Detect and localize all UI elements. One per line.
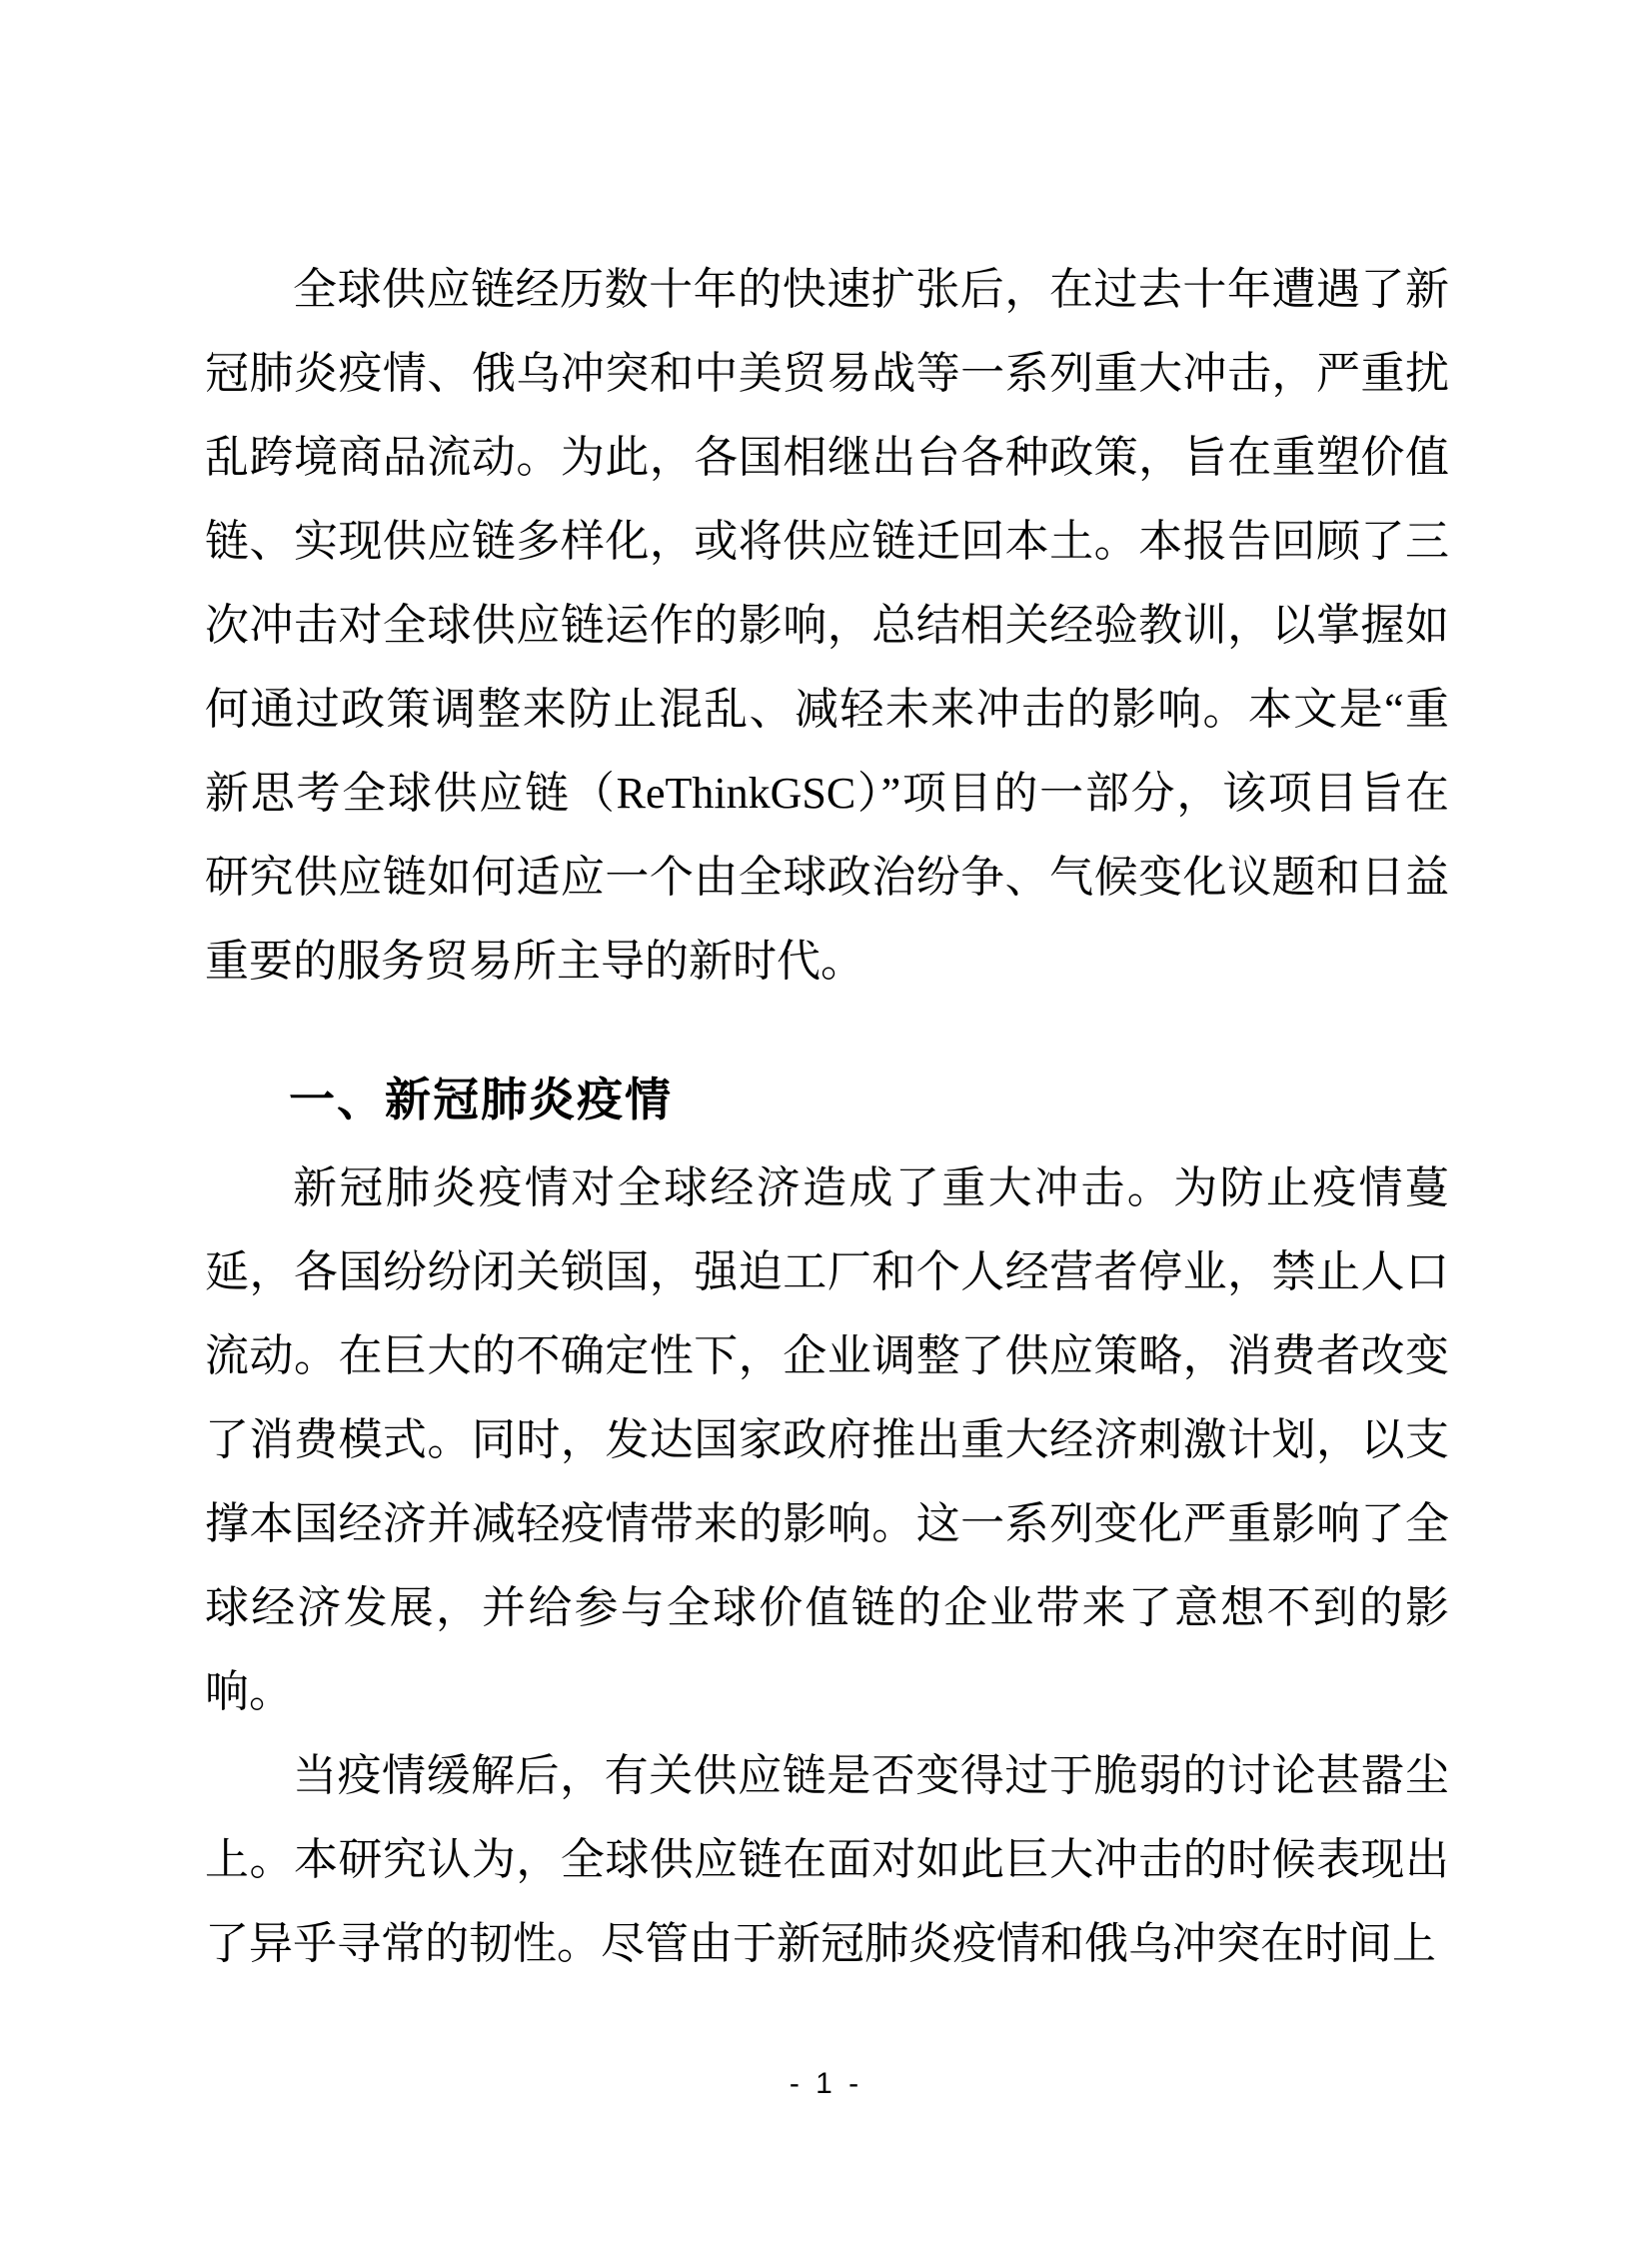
page-footer [0, 2067, 1652, 2101]
page-number: - 1 - [789, 2067, 863, 2100]
intro-paragraph: 全球供应链经历数十年的快速扩张后，在过去十年遭遇了新冠肺炎疫情、俄乌冲突和中美贸易战等一系列重大冲击，严重扰乱跨境商品流动。为此，各国相继出台各种政策，旨在重塑价值链、实现供应链多样化，或将供应链迁回本土。本报告回顾了三次冲击对全球供应链运作的影响，总结相关经验教训，以掌握如何通过政策调整来防止混乱、减轻未来冲击的影响。本文是“重新思考全球供应链（ReThinkGSC）”项目的一部分，该项目旨在研究供应链如何适应一个由全球政治纷争、气候变化议题和日益重要的服务贸易所主导的新时代。 [205, 265, 1449, 986]
section-paragraph-2: 当疫情缓解后，有关供应链是否变得过于脆弱的讨论甚嚣尘上。本研究认为，全球供应链在面对如此巨大冲击的时候表现出了异乎寻常的韧性。尽管由于新冠肺炎疫情和俄乌冲突在时间上 [205, 1751, 1449, 1968]
section-paragraph-1: 新冠肺炎疫情对全球经济造成了重大冲击。为防止疫情蔓延，各国纷纷闭关锁国，强迫工厂和个人经营者停业，禁止人口流动。在巨大的不确定性下，企业调整了供应策略，消费者改变了消费模式。同时，发达国家政府推出重大经济刺激计划，以支撑本国经济并减轻疫情带来的影响。这一系列变化严重影响了全球经济发展，并给参与全球价值链的企业带来了意想不到的影响。 [205, 1163, 1449, 1716]
section-heading: 一、新冠肺炎疫情 [289, 1074, 673, 1125]
page-body-text [205, 248, 1449, 1986]
